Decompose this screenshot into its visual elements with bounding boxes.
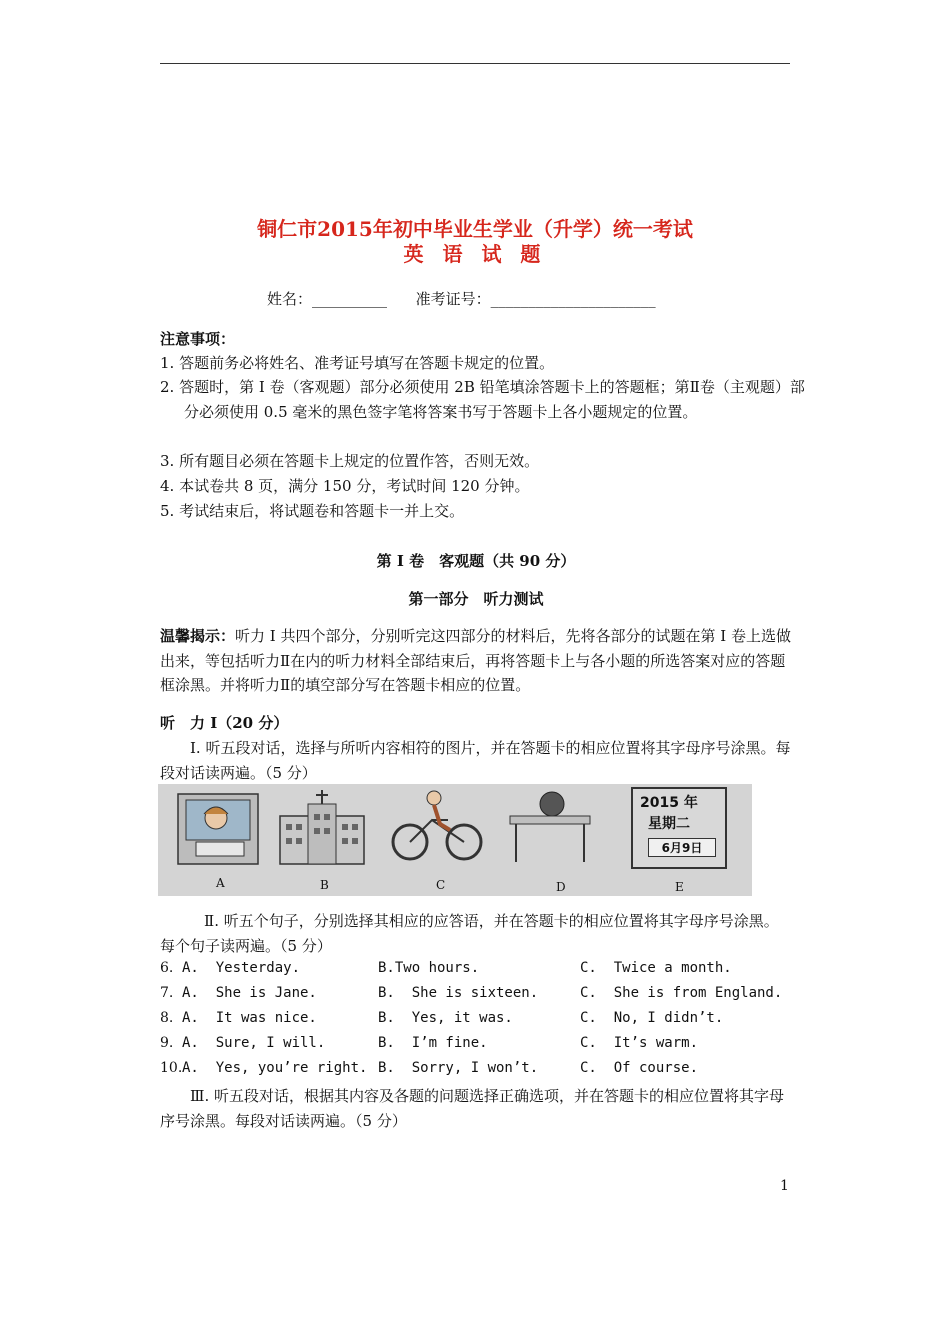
question-number: 6. (160, 960, 174, 976)
candidate-info (267, 288, 656, 309)
notice-heading: 注意事项： (160, 330, 236, 348)
option-a[interactable]: A. Sure, I will. (182, 1035, 326, 1051)
name-label: 姓名： (267, 290, 313, 308)
option-b[interactable]: B. I’m fine. (378, 1035, 488, 1051)
exam-title: 铜仁市2015年初中毕业生学业（升学）统一考试 (257, 217, 693, 241)
part-title: 第一部分 听力测试 (408, 590, 544, 608)
option-c[interactable]: C. Twice a month. (580, 960, 732, 976)
notice-item: 4. 本试卷共 8 页，满分 150 分，考试时间 120 分钟。 (160, 477, 530, 495)
exam-subtitle: 英 语 试 题 (403, 242, 547, 266)
option-c[interactable]: C. Of course. (580, 1060, 699, 1076)
picture-label-d: D (556, 880, 566, 894)
tip-text: 听力 I 共四个部分，分别听完这四部分的材料后，先将各部分的试题在第 I 卷上选做出来，等包括听力Ⅱ在内的听力材料全部结束后，再将答题卡上与各小题的所选答案对应的答题框涂黑。并将听力Ⅱ的填空部分写在答题卡相应的位置。 (160, 627, 791, 694)
notice-item: 2. 答题时，第 I 卷（客观题）部分必须使用 2B 铅笔填涂答题卡上的答题框；第Ⅱ卷（主观题）部分必须使用 0.5 毫米的黑色签字笔将答案书写于答题卡上各小题规定的位置。 (160, 378, 805, 421)
calendar-year: 2015 年 (640, 795, 698, 811)
tip-paragraph (160, 624, 792, 698)
notice-item: 1. 答题前务必将姓名、准考证号填写在答题卡规定的位置。 (160, 354, 555, 372)
option-a[interactable]: A. She is Jane. (182, 985, 317, 1001)
option-a[interactable]: A. It was nice. (182, 1010, 317, 1026)
question-number: 7. (160, 985, 174, 1001)
question-number: 9. (160, 1035, 174, 1051)
section3-instruction: Ⅲ. 听五段对话，根据其内容及各题的问题选择正确选项，并在答题卡的相应位置将其字母序号涂黑。每段对话读两遍。（5 分） (160, 1087, 785, 1130)
option-a[interactable]: A. Yesterday. (182, 960, 301, 976)
picture-label-e: E (675, 880, 684, 894)
option-b[interactable]: B.Two hours. (378, 960, 480, 976)
question-number: 8. (160, 1010, 174, 1026)
notice-item: 5. 考试结束后，将试题卷和答题卡一并上交。 (160, 502, 465, 520)
picture-a-girl-reading (178, 794, 258, 864)
listening-heading: 听 力 I（20 分） (160, 714, 289, 732)
calendar-weekday: 星期二 (648, 816, 690, 832)
option-c[interactable]: C. It’s warm. (580, 1035, 699, 1051)
notice-item: 3. 所有题目必须在答题卡上规定的位置作答，否则无效。 (160, 452, 540, 470)
id-label: 准考证号： (415, 290, 491, 308)
calendar-date: 6月9日 (648, 838, 716, 857)
picture-label-a: A (216, 876, 225, 890)
option-b[interactable]: B. Yes, it was. (378, 1010, 513, 1026)
name-blank[interactable]: __________ (312, 290, 388, 308)
option-a[interactable]: A. Yes, you’re right. (182, 1060, 368, 1076)
option-b[interactable]: B. Sorry, I won’t. (378, 1060, 539, 1076)
volume-title: 第 I 卷 客观题（共 90 分） (376, 552, 576, 570)
option-c[interactable]: C. She is from England. (580, 985, 783, 1001)
option-c[interactable]: C. No, I didn’t. (580, 1010, 724, 1026)
tip-label: 温馨揭示： (160, 627, 236, 645)
option-b[interactable]: B. She is sixteen. (378, 985, 539, 1001)
picture-label-c: C (436, 878, 446, 892)
section1-instruction: Ⅰ. 听五段对话，选择与所听内容相符的图片，并在答题卡的相应位置将其字母序号涂黑。每段对话读两遍。（5 分） (160, 739, 791, 782)
header-rule (160, 63, 790, 64)
page-number: 1 (780, 1178, 789, 1194)
listening-pictures (158, 784, 752, 896)
section2-instruction: Ⅱ. 听五个句子，分别选择其相应的应答语，并在答题卡的相应位置将其字母序号涂黑。每个句子读两遍。（5 分） (160, 912, 779, 955)
id-blank[interactable]: ______________________ (490, 290, 656, 308)
question-number: 10. (160, 1060, 183, 1076)
picture-label-b: B (320, 878, 329, 892)
